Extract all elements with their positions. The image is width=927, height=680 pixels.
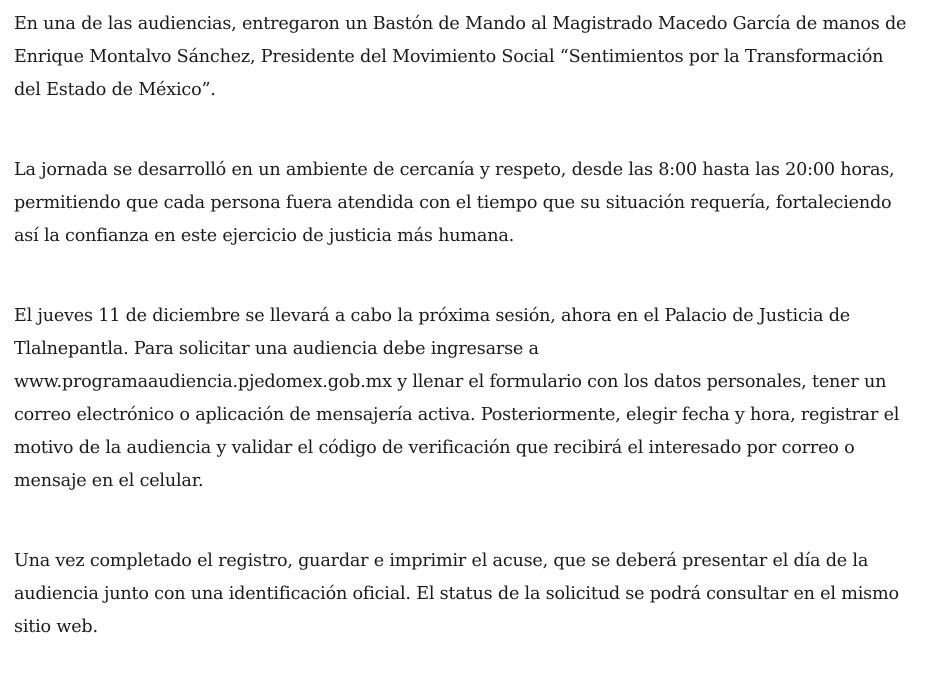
paragraph-jornada: La jornada se desarrolló en un ambiente de cercanía y respeto, desde las 8:00 hasta las 20:00 horas, permitiendo que cada persona fuera atendida con el tiempo que su situación requería, fortaleciendo así la confianza en este ejercicio de justicia más humana. (14, 160, 895, 246)
paragraph-proxima-sesion: El jueves 11 de diciembre se llevará a cabo la próxima sesión, ahora en el Palacio de Justicia de Tlalnepantla. Para solicitar una audiencia debe ingresarse a www.programaaudiencia.pjedomex.gob.mx y llenar el formulario con los datos personales, tener un correo electrónico o aplicación de mensajería activa. Posteriormente, elegir fecha y hora, registrar el motivo de la audiencia y validar el código de verificación que recibirá el interesado por correo o mensaje en el celular. (14, 306, 900, 491)
paragraph-registro: Una vez completado el registro, guardar e imprimir el acuse, que se deberá presentar el día de la audiencia junto con una identificación oficial. El status de la solicitud se podrá consultar en el mismo sitio web. (14, 551, 899, 637)
paragraph-baston-de-mando: En una de las audiencias, entregaron un Bastón de Mando al Magistrado Macedo García de manos de Enrique Montalvo Sánchez, Presidente del Movimiento Social “Sentimientos por la Transformación del Estado de México”. (14, 14, 907, 100)
